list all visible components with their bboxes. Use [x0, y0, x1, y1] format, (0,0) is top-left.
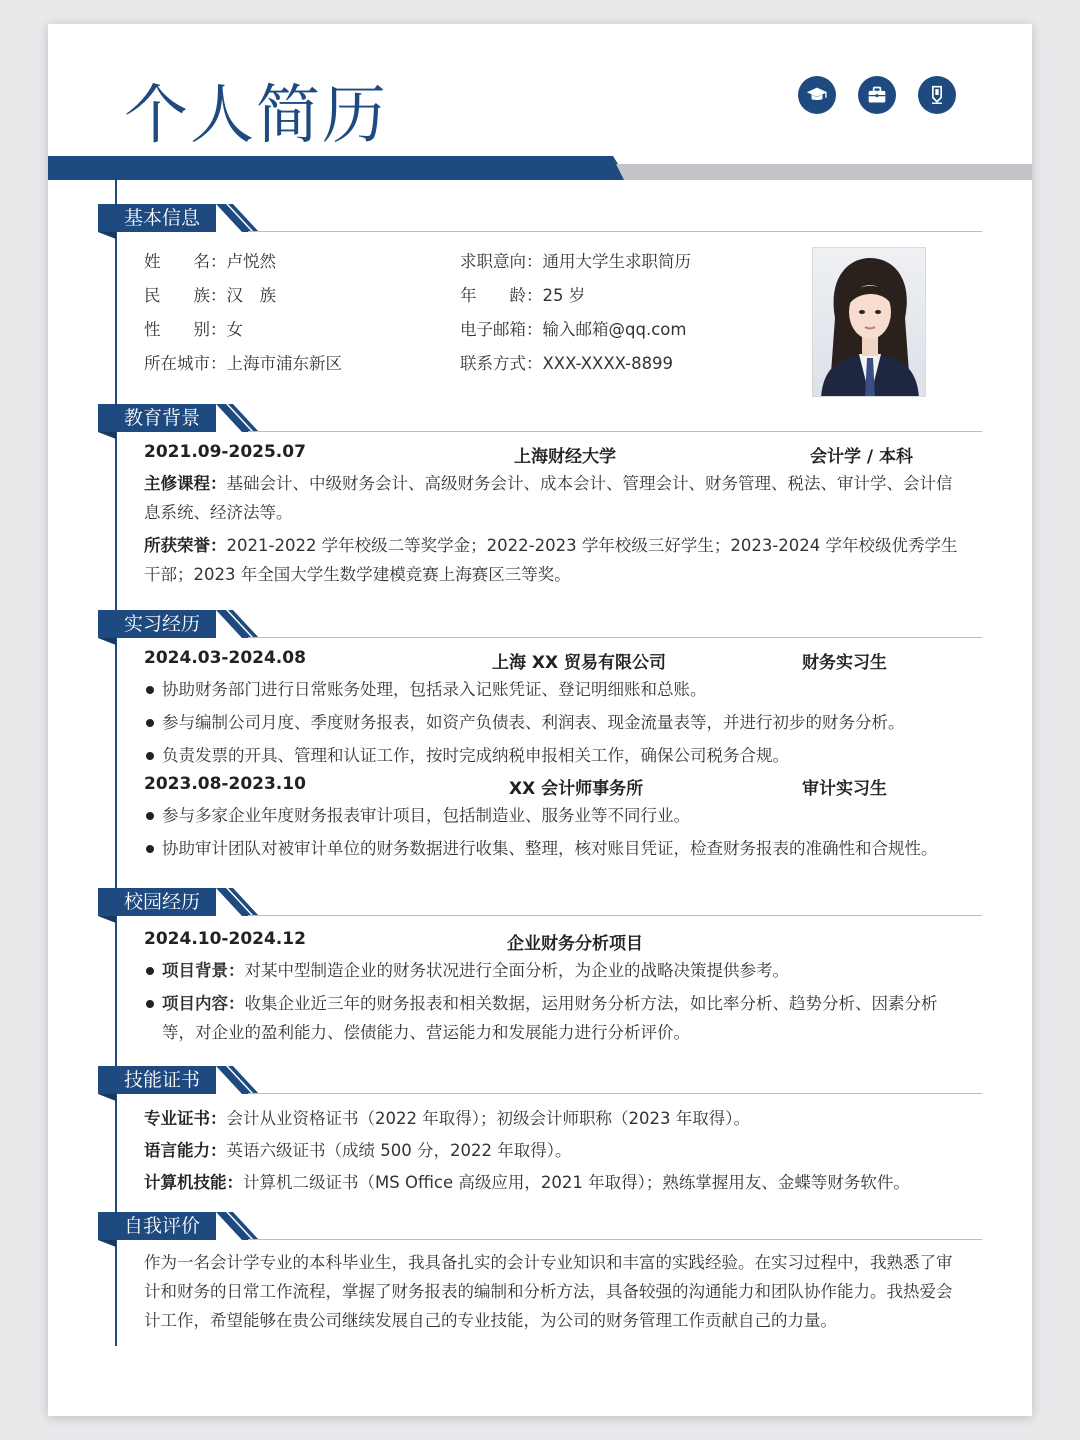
gender-label: 性 别： [144, 320, 227, 339]
internship-period: 2023.08-2023.10 [144, 774, 306, 794]
section-header [98, 888, 982, 918]
comp-text: 计算机二级证书（MS Office 高级应用，2021 年取得）；熟练掌握用友、金蝶等财务软件。 [243, 1173, 910, 1192]
section-title: 教育背景 [98, 404, 216, 432]
age-value: 25 岁 [542, 286, 586, 305]
section-education [98, 404, 982, 434]
cert-text: 会计从业资格证书（2022 年取得）；初级会计师职称（2023 年取得）。 [226, 1109, 750, 1128]
internship-role: 财务实习生 [802, 653, 887, 673]
list-item: 参与多家企业年度财务报表审计项目，包括制造业、服务业等不同行业。 [144, 801, 964, 830]
project-content-label: 项目内容： [162, 994, 245, 1013]
courses-paragraph [144, 469, 964, 527]
comp-label: 计算机技能： [144, 1173, 243, 1192]
section-skills [98, 1066, 982, 1096]
phone-label: 联系方式： [460, 354, 543, 373]
internship-company: XX 会计师事务所 [509, 779, 644, 799]
section-header [98, 1066, 982, 1096]
skills-content [144, 1104, 964, 1197]
age-label: 年 龄： [460, 286, 543, 305]
courses-label: 主修课程： [144, 474, 227, 493]
lang-label: 语言能力： [144, 1141, 227, 1160]
section-title: 基本信息 [98, 204, 216, 232]
stripes-decoration [216, 610, 264, 638]
header-band-blue [48, 156, 628, 180]
skill-cert [144, 1104, 964, 1133]
education-major: 会计学 / 本科 [810, 447, 914, 467]
stripes-decoration [216, 1212, 264, 1240]
section-header [98, 1212, 982, 1242]
internship-role: 审计实习生 [802, 779, 887, 799]
intent-value: 通用大学生求职简历 [542, 252, 691, 271]
list-item: 协助审计团队对被审计单位的财务数据进行收集、整理，核对账目凭证，检查财务报表的准确性和合规性。 [144, 834, 964, 863]
education-school: 上海财经大学 [514, 447, 616, 467]
city-value: 上海市浦东新区 [226, 354, 342, 373]
list-item: 负责发票的开具、管理和认证工作，按时完成纳税申报相关工作，确保公司税务合规。 [144, 741, 964, 770]
name-label: 姓 名： [144, 252, 227, 271]
section-campus [98, 888, 982, 918]
courses-text: 基础会计、中级财务会计、高级财务会计、成本会计、管理会计、财务管理、税法、审计学、会计信息系统、经济法等。 [144, 474, 953, 522]
stripes-decoration [216, 204, 264, 232]
section-title: 校园经历 [98, 888, 216, 916]
timeline-line [115, 180, 117, 1346]
list-item: 协助财务部门进行日常账务处理，包括录入记账凭证、登记明细账和总账。 [144, 675, 964, 704]
section-header [98, 404, 982, 434]
name-value: 卢悦然 [226, 252, 276, 271]
skill-computer [144, 1168, 964, 1197]
section-header [98, 204, 982, 234]
honors-label: 所获荣誉： [144, 536, 227, 555]
section-basic-info [98, 204, 982, 234]
section-internship [98, 610, 982, 640]
section-header [98, 610, 982, 640]
campus-project: 企业财务分析项目 [507, 934, 643, 954]
internship-content [144, 648, 964, 863]
campus-header-row [144, 929, 964, 954]
ethnicity-label: 民 族： [144, 286, 227, 305]
header-band-gray [616, 164, 1032, 180]
section-title: 自我评价 [98, 1212, 216, 1240]
cert-label: 专业证书： [144, 1109, 227, 1128]
phone-value: XXX-XXXX-8899 [542, 354, 674, 373]
self-eval-text: 作为一名会计学专业的本科毕业生，我具备扎实的会计专业知识和丰富的实践经验。在实习过程中，我熟悉了审计和财务的日常工作流程，掌握了财务报表的编制和分析方法，具备较强的沟通能力和团队协作能力。我热爱会计工作，希望能够在贵公司继续发展自己的专业技能，为公司的财务管理工作贡献自己的力量。 [144, 1253, 953, 1330]
graduation-cap-icon [798, 76, 836, 114]
email-label: 电子邮箱： [460, 320, 543, 339]
list-item [144, 956, 964, 985]
list-item: 参与编制公司月度、季度财务报表，如资产负债表、利润表、现金流量表等，并进行初步的财务分析。 [144, 708, 964, 737]
intent-label: 求职意向： [460, 252, 543, 271]
internship-period: 2024.03-2024.08 [144, 648, 306, 668]
honors-text: 2021-2022 学年校级二等奖学金；2022-2023 学年校级三好学生；2023-2024 学年校级优秀学生干部；2023 年全国大学生数学建模竞赛上海赛区三等奖。 [144, 536, 958, 584]
list-item [144, 989, 964, 1047]
resume-page [48, 24, 1032, 1416]
lang-text: 英语六级证书（成绩 500 分，2022 年取得）。 [226, 1141, 572, 1160]
section-self-eval [98, 1212, 982, 1242]
internship-header-row [144, 648, 964, 673]
honors-paragraph [144, 531, 964, 589]
city-label: 所在城市： [144, 354, 227, 373]
internship-company: 上海 XX 贸易有限公司 [492, 653, 667, 673]
campus-content [144, 929, 964, 1047]
education-header-row [144, 442, 964, 467]
section-title: 实习经历 [98, 610, 216, 638]
self-eval-content [144, 1248, 964, 1335]
section-title: 技能证书 [98, 1066, 216, 1094]
skill-language [144, 1136, 964, 1165]
gender-value: 女 [226, 320, 243, 339]
project-bg-label: 项目背景： [162, 961, 245, 980]
header-icons [798, 76, 956, 114]
stripes-decoration [216, 404, 264, 432]
campus-period: 2024.10-2024.12 [144, 929, 306, 949]
briefcase-icon [858, 76, 896, 114]
stripes-decoration [216, 888, 264, 916]
internship-header-row [144, 774, 964, 799]
project-bg-text: 对某中型制造企业的财务状况进行全面分析，为企业的战略决策提供参考。 [244, 961, 789, 980]
resume-title: 个人简历 [124, 79, 388, 153]
pen-icon [918, 76, 956, 114]
stripes-decoration [216, 1066, 264, 1094]
education-content [144, 442, 964, 589]
project-content-text: 收集企业近三年的财务报表和相关数据，运用财务分析方法，如比率分析、趋势分析、因素分析等，对企业的盈利能力、偿债能力、营运能力和发展能力进行分析评价。 [162, 994, 938, 1042]
profile-photo [812, 247, 926, 397]
email-value: 输入邮箱@qq.com [542, 320, 687, 339]
ethnicity-value: 汉 族 [226, 286, 276, 305]
education-period: 2021.09-2025.07 [144, 442, 306, 462]
